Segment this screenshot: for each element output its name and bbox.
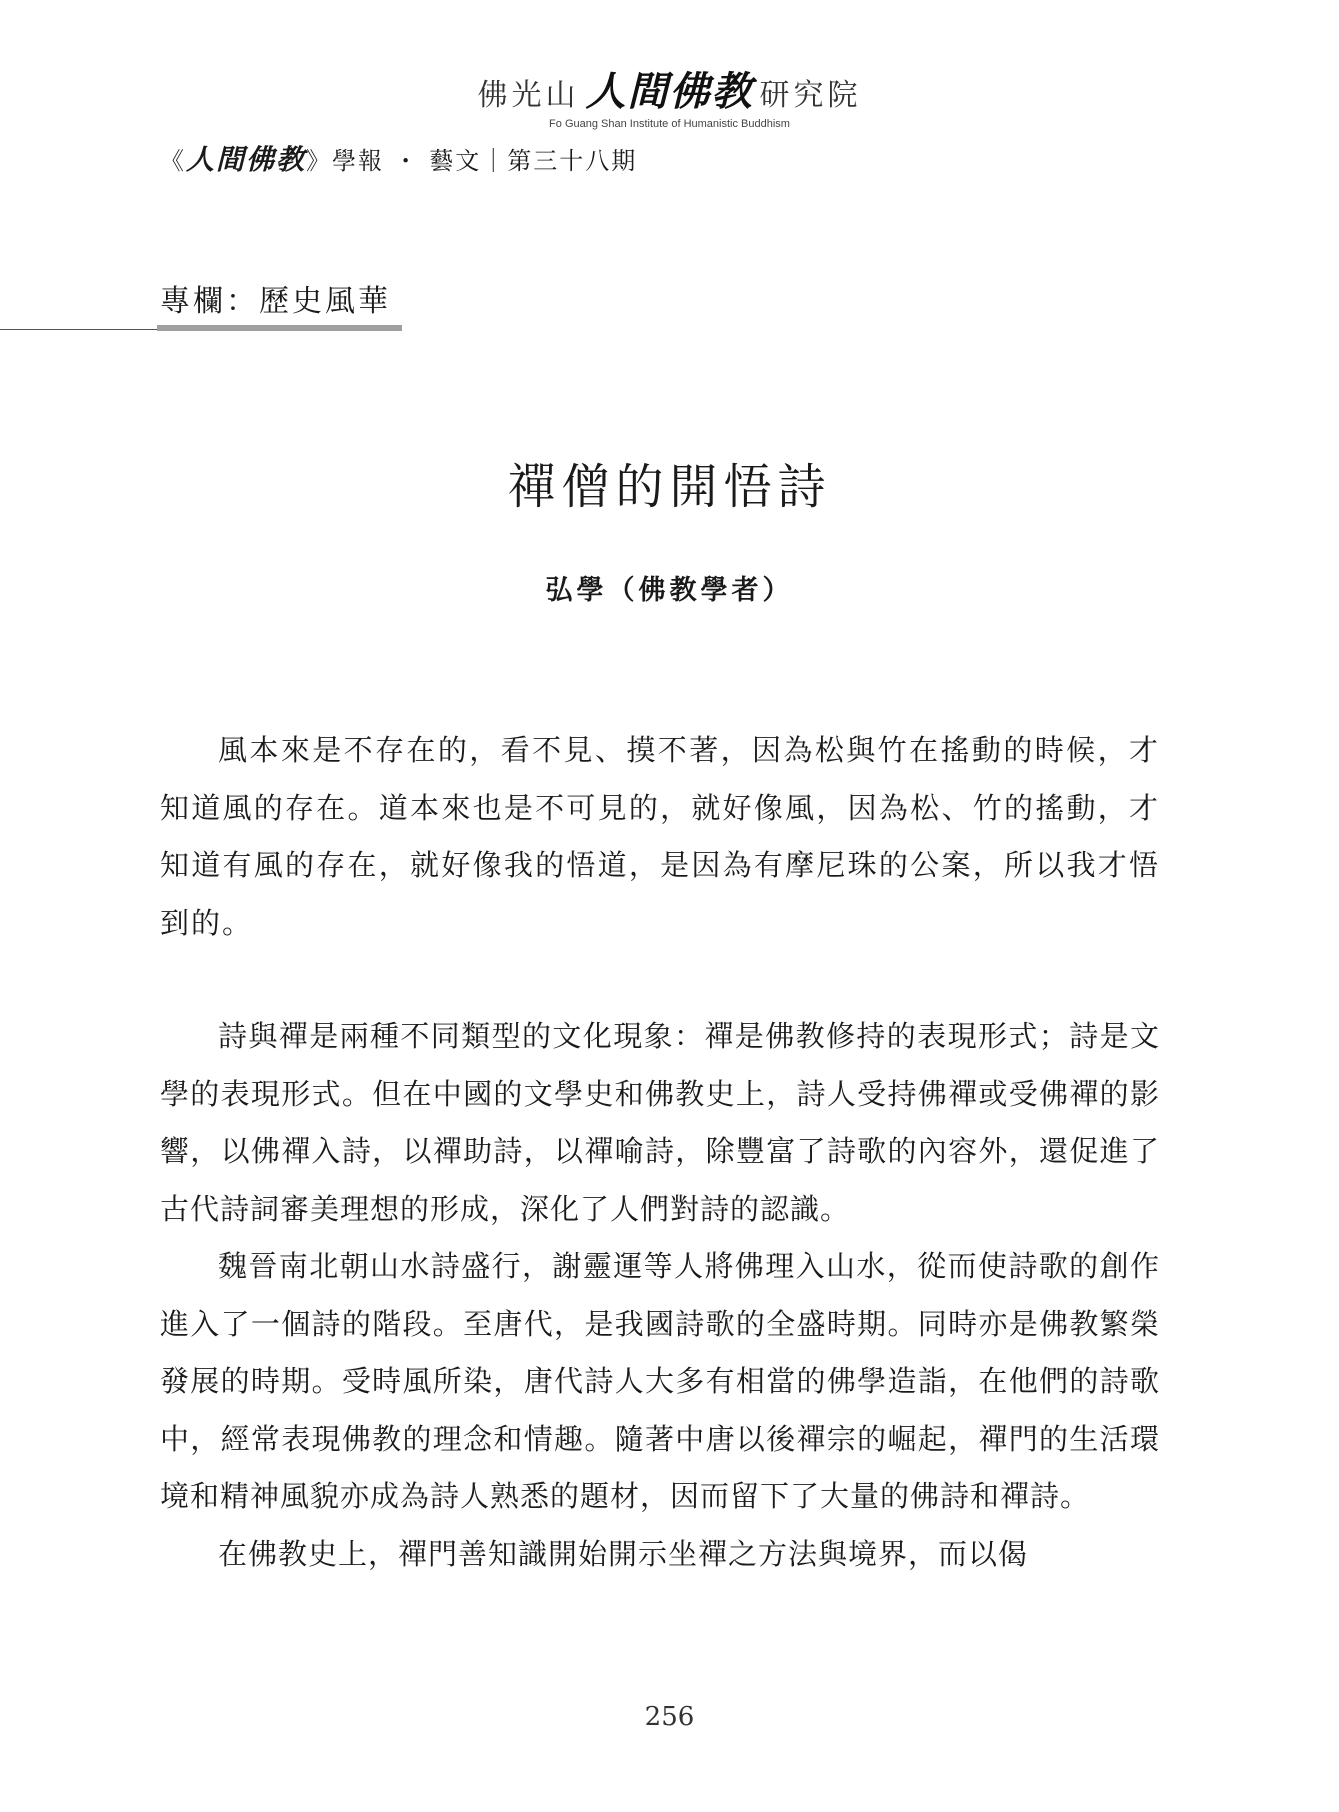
article-body — [160, 722, 1160, 1583]
institute-english-name: Fo Guang Shan Institute of Humanistic Buddhism — [549, 118, 790, 130]
institute-brand-logo: 人間佛教 — [585, 68, 754, 115]
journal-brand: 人間佛教 — [186, 143, 307, 176]
paragraph-1: 風本來是不存在的，看不見、摸不著，因為松與竹在搖動的時候，才知道風的存在。道本來也是不可見的，就好像風，因為松、竹的搖動，才知道有風的存在，就好像我的悟道，是因為有摩尼珠的公案，所以我才悟到的。 — [160, 733, 1160, 940]
journal-issue: 》學報 ・ 藝文｜第三十八期 — [306, 147, 638, 175]
article-author: 弘學（佛教學者） — [545, 575, 794, 606]
paragraph-3: 魏晉南北朝山水詩盛行，謝靈運等人將佛理入山水，從而使詩歌的創作進入了一個詩的階段。至唐代，是我國詩歌的全盛時期。同時亦是佛教繁榮發展的時期。受時風所染，唐代詩人大多有相當的佛學造詣，在他們的詩歌中，經常表現佛教的理念和情趣。隨著中唐以後禪宗的崛起，禪門的生活環境和精神風貌亦成為詩人熟悉的題材，因而留下了大量的佛詩和禪詩。 — [160, 1249, 1160, 1513]
institute-prefix: 佛光山 — [477, 78, 580, 113]
paragraph-2: 詩與禪是兩種不同類型的文化現象：禪是佛教修持的表現形式；詩是文學的表現形式。但在中國的文學史和佛教史上，詩人受持佛禪或受佛禪的影響，以佛禪入詩，以禪助詩，以禪喻詩，除豐富了詩歌的內容外，還促進了古代詩詞審美理想的形成，深化了人們對詩的認識。 — [160, 1019, 1160, 1226]
column-rule-line — [0, 329, 160, 330]
column-underline-bar — [157, 325, 402, 331]
institute-name — [0, 60, 1339, 117]
institute-suffix: 研究院 — [759, 78, 862, 113]
journal-open: 《 — [160, 147, 186, 175]
journal-line — [160, 138, 637, 178]
article-title: 禪僧的開悟詩 — [507, 459, 832, 515]
column-heading: 專欄：歷史風華 — [160, 284, 391, 319]
institute-header — [0, 60, 1339, 130]
paragraph-4: 在佛教史上，禪門善知識開始開示坐禪之方法與境界，而以偈 — [218, 1536, 1029, 1571]
page-number: 256 — [644, 1702, 695, 1732]
